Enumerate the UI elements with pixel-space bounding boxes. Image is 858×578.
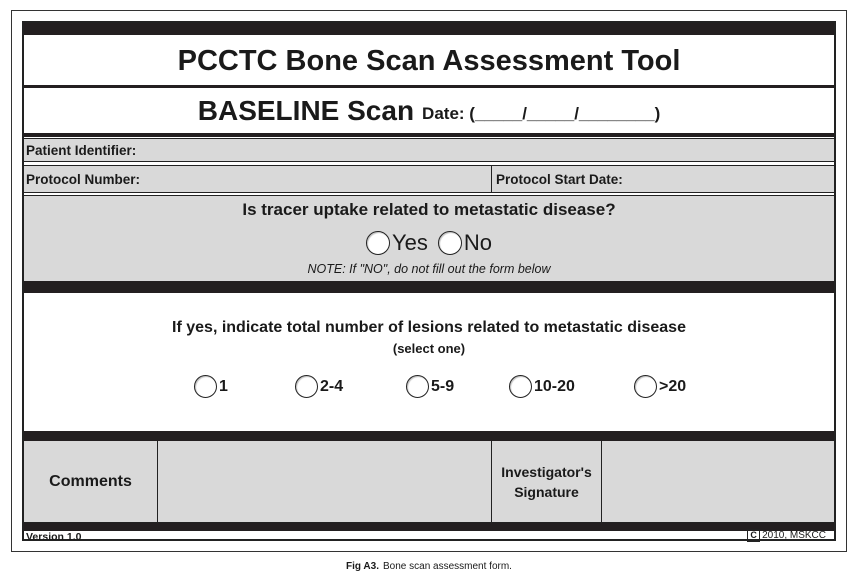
investigator-label-line1: Investigator's [501,463,592,480]
scan-heading [24,89,834,133]
tracer-note: NOTE: If "NO", do not fill out the form below [307,262,551,276]
title-divider [24,85,834,88]
form-footer [24,531,834,541]
lesion-option-over-20[interactable] [634,375,686,398]
protocol-start-date-field[interactable] [494,166,834,192]
comments-field[interactable] [158,441,492,522]
figure-number: Fig A3. [346,561,379,572]
no-radio[interactable] [438,231,462,255]
investigator-label-line2: Signature [514,483,579,500]
top-divider-bar [24,23,834,35]
bottom-divider-bar [24,523,834,531]
scan-label: BASELINE Scan [197,95,415,126]
copyright-text: 2010, MSKCC [762,530,826,541]
lesion-option-label: 2-4 [320,377,344,395]
protocol-start-date-label: Protocol Start Date: [496,171,623,187]
yes-label: Yes [391,230,428,255]
lesion-option-1[interactable] [194,375,228,398]
no-option[interactable] [438,230,492,256]
tracer-section [24,195,834,281]
subtitle-divider [24,133,834,137]
lesion-option-5-9[interactable] [406,375,454,398]
copyright [747,529,826,542]
form-title: PCCTC Bone Scan Assessment Tool [177,44,681,77]
copyright-icon: C [747,529,760,542]
investigator-signature-field[interactable] [602,441,834,522]
version-label: Version 1.0 [26,531,82,543]
lesion-option-label: 1 [219,377,228,395]
lesion-option-label: >20 [659,377,687,395]
lesion-option-label: 10-20 [534,377,575,395]
tracer-question: Is tracer uptake related to metastatic disease? [242,200,616,219]
lesion-subtext: (select one) [392,341,466,356]
figure-caption [0,561,858,572]
yes-no-options [24,230,834,256]
lesion-radio[interactable] [634,375,657,398]
lesion-option-2-4[interactable] [295,375,343,398]
lesion-question: If yes, indicate total number of lesions related to metastatic disease [172,319,686,336]
lesion-option-label: 5-9 [431,377,455,395]
assessment-form [11,10,847,552]
patient-identifier-label: Patient Identifier: [26,142,137,158]
protocol-number-field[interactable] [24,166,492,192]
lesion-section [24,295,834,431]
comments-label: Comments [24,441,158,522]
date-field[interactable]: Date: (_____/_____/________) [422,104,661,123]
comments-row [24,441,834,523]
patient-identifier-field[interactable] [24,138,834,162]
lesion-radio[interactable] [509,375,532,398]
lesion-option-10-20[interactable] [509,375,575,398]
form-frame [22,21,836,541]
yes-option[interactable] [366,230,428,256]
investigator-signature-label [492,441,602,522]
figure-caption-text: Bone scan assessment form. [383,561,512,572]
lesion-radio[interactable] [295,375,318,398]
lesion-radio[interactable] [194,375,217,398]
protocol-number-label: Protocol Number: [26,171,141,187]
yes-radio[interactable] [366,231,390,255]
section-divider-bar [24,281,834,293]
no-label: No [463,230,492,255]
lesion-radio[interactable] [406,375,429,398]
comments-divider-bar [24,431,834,441]
protocol-row [24,165,834,193]
